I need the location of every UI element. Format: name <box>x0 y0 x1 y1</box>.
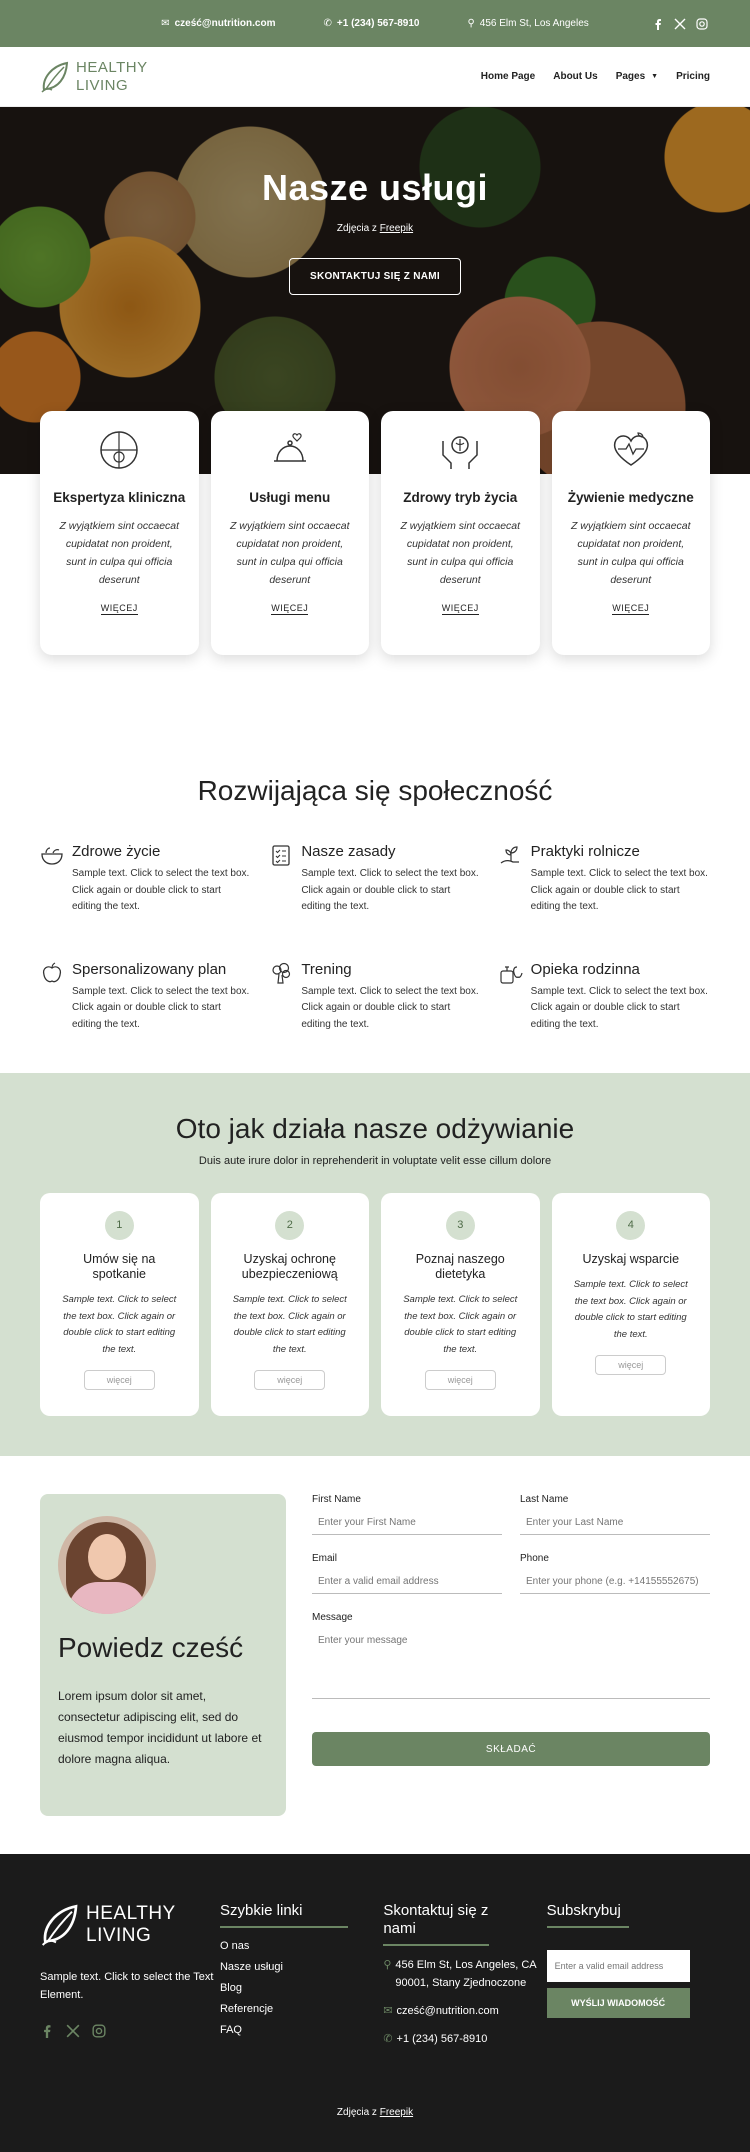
feature-item <box>269 843 480 916</box>
footer-social <box>40 2024 220 2038</box>
nav-pages-label: Pages <box>615 71 646 82</box>
footer-link[interactable]: FAQ <box>219 2024 242 2036</box>
nav-about[interactable]: About Us <box>553 71 598 82</box>
community-section <box>0 729 750 1073</box>
feature-title: Trening <box>301 960 352 978</box>
contact-form <box>312 1494 710 1816</box>
footer-contact <box>383 1902 546 2048</box>
community-title: Rozwijająca się społeczność <box>197 775 553 806</box>
footer-logo-line-1: HEALTHY <box>86 1903 176 1924</box>
service-title: Usługi menu <box>249 490 331 505</box>
x-icon[interactable] <box>66 2024 80 2038</box>
step-more-button[interactable]: więcej <box>84 1370 155 1390</box>
service-more-link[interactable]: WIĘCEJ <box>612 603 650 613</box>
feature-item <box>499 961 710 1034</box>
step-title: Uzyskaj wsparcie <box>582 1252 680 1266</box>
step-text: Sample text. Click to select the text box. Click again or double click to start editing the text. <box>232 1294 347 1355</box>
last-name-input[interactable] <box>520 1511 710 1535</box>
contact-us-button[interactable]: SKONTAKTUJ SIĘ Z NAMI <box>289 258 461 295</box>
feature-title: Zdrowe życie <box>72 843 161 860</box>
site-footer <box>0 1854 750 2152</box>
subscribe-email-input[interactable] <box>547 1950 690 1982</box>
service-card <box>40 411 199 655</box>
footer-link[interactable]: Blog <box>219 1982 242 1994</box>
logo-line-1: HEALTHY <box>76 58 148 76</box>
instagram-icon[interactable] <box>92 2024 106 2038</box>
services-section <box>0 474 750 729</box>
footer-logo-text <box>86 1903 176 1947</box>
step-text: Sample text. Click to select the text box. Click again or double click to start editing the text. <box>403 1294 518 1355</box>
footer-credit <box>0 2107 750 2118</box>
footer-address-text: 456 Elm St, Los Angeles, CA 90001, Stany Zjednoczone <box>395 1959 537 1989</box>
instagram-icon[interactable] <box>696 18 708 30</box>
features-grid <box>40 843 710 1033</box>
facebook-icon[interactable] <box>652 18 664 30</box>
step-title: Umów się na spotkanie <box>83 1252 156 1281</box>
main-nav <box>481 71 710 82</box>
email-field <box>312 1553 502 1594</box>
topbar-address-text: 456 Elm St, Los Angeles <box>479 18 589 29</box>
footer-logo[interactable] <box>40 1902 220 1948</box>
phone-field <box>520 1553 710 1594</box>
footer-subscribe <box>547 1902 710 2048</box>
feature-text: Sample text. Click to select the text box. Click again or double click to start editing the text. <box>530 868 708 912</box>
footer-email[interactable] <box>383 2002 546 2020</box>
footer-link[interactable]: Nasze usługi <box>219 1961 283 1973</box>
step-number: 1 <box>105 1211 134 1240</box>
nav-home[interactable]: Home Page <box>480 71 536 82</box>
phone-icon: ✆ <box>323 18 332 29</box>
footer-description: Sample text. Click to select the Text Element. <box>40 1971 214 2001</box>
hero-content <box>0 167 750 295</box>
feature-item <box>269 961 480 1034</box>
checklist-icon <box>269 843 293 867</box>
steps <box>40 1193 710 1416</box>
phone-input[interactable] <box>520 1570 710 1594</box>
feature-text: Sample text. Click to select the text box. Click again or double click to start editing the text. <box>72 985 250 1030</box>
step-more-button[interactable]: więcej <box>254 1370 325 1390</box>
step-more-button[interactable]: więcej <box>425 1370 496 1390</box>
step-title: Poznaj naszego dietetyka <box>415 1252 505 1281</box>
step-text: Sample text. Click to select the text box. Click again or double click to start editing the text. <box>62 1294 177 1355</box>
footer-link[interactable]: O nas <box>219 1940 250 1952</box>
pin-icon: ⚲ <box>467 18 475 29</box>
service-card <box>211 411 370 655</box>
facebook-icon[interactable] <box>40 2024 54 2038</box>
step-number: 2 <box>275 1211 304 1240</box>
feature-title: Nasze zasady <box>301 843 396 860</box>
step-card <box>552 1193 711 1416</box>
footer-credit-prefix: Zdjęcia z <box>336 2107 377 2118</box>
contact-intro-panel <box>40 1494 286 1816</box>
step-number: 4 <box>616 1211 645 1240</box>
service-text: Z wyjątkiem sint occaecat cupidatat non proident, sunt in culpa qui officia deserunt <box>229 520 350 586</box>
service-more-link[interactable]: WIĘCEJ <box>441 603 479 613</box>
menu-service-icon <box>267 427 313 473</box>
footer-contact-title: Skontaktuj się z nami <box>383 1902 489 1946</box>
feature-text: Sample text. Click to select the text box. Click again or double click to start editing the text. <box>72 868 250 912</box>
email-label: Email <box>312 1553 338 1564</box>
topbar-address <box>467 18 588 29</box>
service-text: Z wyjątkiem sint occaecat cupidatat non proident, sunt in culpa qui officia deserunt <box>400 520 521 586</box>
footer-links-title: Szybkie linki <box>220 1902 348 1928</box>
phone-label: Phone <box>520 1553 549 1564</box>
footer-credit-link[interactable]: Freepik <box>379 2107 414 2118</box>
footer-logo-line-2: LIVING <box>86 1925 152 1946</box>
service-title: Ekspertyza kliniczna <box>53 490 186 505</box>
envelope-icon: ✉ <box>161 18 170 29</box>
leaf-logo-icon <box>40 1902 80 1948</box>
message-input[interactable] <box>312 1629 710 1699</box>
broccoli-icon <box>269 961 293 985</box>
apple-plan-icon <box>40 961 64 985</box>
how-it-works-section <box>0 1073 750 1456</box>
step-number: 3 <box>446 1211 475 1240</box>
hero-credit <box>0 223 750 234</box>
logo[interactable] <box>40 59 148 95</box>
message-label: Message <box>312 1612 353 1623</box>
footer-link[interactable]: Referencje <box>219 2003 274 2015</box>
nav-pages[interactable] <box>616 71 658 82</box>
feature-title: Spersonalizowany plan <box>72 960 227 978</box>
footer-phone-text: +1 (234) 567-8910 <box>396 2033 488 2045</box>
feature-text: Sample text. Click to select the text box. Click again or double click to start editing the text. <box>530 985 708 1030</box>
chevron-down-icon: ▼ <box>651 73 659 80</box>
subscribe-button[interactable]: WYŚLIJ WIADOMOŚĆ <box>547 1988 690 2018</box>
step-title: Uzyskaj ochronę ubezpieczeniową <box>241 1252 338 1281</box>
how-title: Oto jak działa nasze odżywianie <box>175 1113 575 1144</box>
service-card <box>381 411 540 655</box>
phone-icon: ✆ <box>383 2033 393 2045</box>
logo-text <box>76 59 148 95</box>
first-name-input[interactable] <box>312 1511 502 1535</box>
service-title: Żywienie medyczne <box>567 490 694 505</box>
message-field <box>312 1612 710 1704</box>
footer-quick-links <box>220 1902 383 2048</box>
hero-credit-prefix: Zdjęcia z <box>336 223 377 234</box>
step-text: Sample text. Click to select the text box. Click again or double click to start editing the text. <box>573 1279 688 1340</box>
first-name-field <box>312 1494 502 1535</box>
service-card <box>552 411 711 655</box>
step-card <box>211 1193 370 1416</box>
service-more-link[interactable]: WIĘCEJ <box>271 603 309 613</box>
topbar-email-text: cześć@nutrition.com <box>174 18 276 29</box>
topbar-social <box>652 18 708 30</box>
contact-section <box>0 1456 750 1854</box>
footer-about <box>40 1902 220 2048</box>
feature-item <box>40 961 251 1034</box>
top-bar <box>0 0 750 47</box>
feature-item <box>40 843 251 916</box>
feature-title: Opieka rodzinna <box>530 960 640 978</box>
pin-icon: ⚲ <box>383 1959 392 1971</box>
topbar-email[interactable] <box>161 18 275 29</box>
step-card <box>40 1193 199 1416</box>
hero-title: Nasze usługi <box>261 167 489 208</box>
clinical-expertise-icon <box>96 427 142 473</box>
service-text: Z wyjątkiem sint occaecat cupidatat non proident, sunt in culpa qui officia deserunt <box>570 520 691 586</box>
plant-hand-icon <box>499 843 523 867</box>
feature-title: Praktyki rolnicze <box>530 843 640 860</box>
topbar-phone[interactable] <box>324 18 420 29</box>
footer-address <box>383 1956 546 1992</box>
envelope-icon: ✉ <box>383 2005 393 2017</box>
hero-credit-link[interactable]: Freepik <box>379 223 414 234</box>
healthy-lifestyle-icon <box>437 427 483 473</box>
email-input[interactable] <box>312 1570 502 1594</box>
leaf-logo-icon <box>40 60 70 94</box>
footer-phone[interactable] <box>383 2030 546 2048</box>
footer-subscribe-title: Subskrybuj <box>547 1902 629 1928</box>
last-name-field <box>520 1494 710 1535</box>
medical-nutrition-icon <box>608 427 654 473</box>
first-name-label: First Name <box>312 1494 361 1505</box>
topbar-phone-text: +1 (234) 567-8910 <box>336 18 420 29</box>
nav-pricing[interactable]: Pricing <box>676 71 710 82</box>
site-header <box>0 47 750 107</box>
bowl-icon <box>40 843 64 867</box>
contact-text: Lorem ipsum dolor sit amet, consectetur adipiscing elit, sed do eiusmod tempor incididunt ut labore et dolore magna aliqua. <box>58 1689 262 1766</box>
family-care-icon <box>499 961 523 985</box>
x-icon[interactable] <box>674 18 686 30</box>
step-card <box>381 1193 540 1416</box>
feature-item <box>499 843 710 916</box>
feature-text: Sample text. Click to select the text box. Click again or double click to start editing the text. <box>301 985 479 1030</box>
logo-line-2: LIVING <box>76 76 129 94</box>
step-more-button[interactable]: więcej <box>595 1355 666 1375</box>
service-text: Z wyjątkiem sint occaecat cupidatat non proident, sunt in culpa qui officia deserunt <box>59 520 180 586</box>
submit-button[interactable]: SKŁADAĆ <box>312 1732 710 1766</box>
service-title: Zdrowy tryb życia <box>403 490 518 505</box>
service-cards <box>40 411 710 655</box>
last-name-label: Last Name <box>520 1494 569 1505</box>
feature-text: Sample text. Click to select the text box. Click again or double click to start editing the text. <box>301 868 479 912</box>
service-more-link[interactable]: WIĘCEJ <box>100 603 138 613</box>
footer-email-text: cześć@nutrition.com <box>396 2005 499 2017</box>
how-subtitle: Duis aute irure dolor in reprehenderit in voluptate velit esse cillum dolore <box>198 1155 552 1167</box>
contact-title: Powiedz cześć <box>58 1632 244 1663</box>
avatar <box>58 1516 156 1614</box>
